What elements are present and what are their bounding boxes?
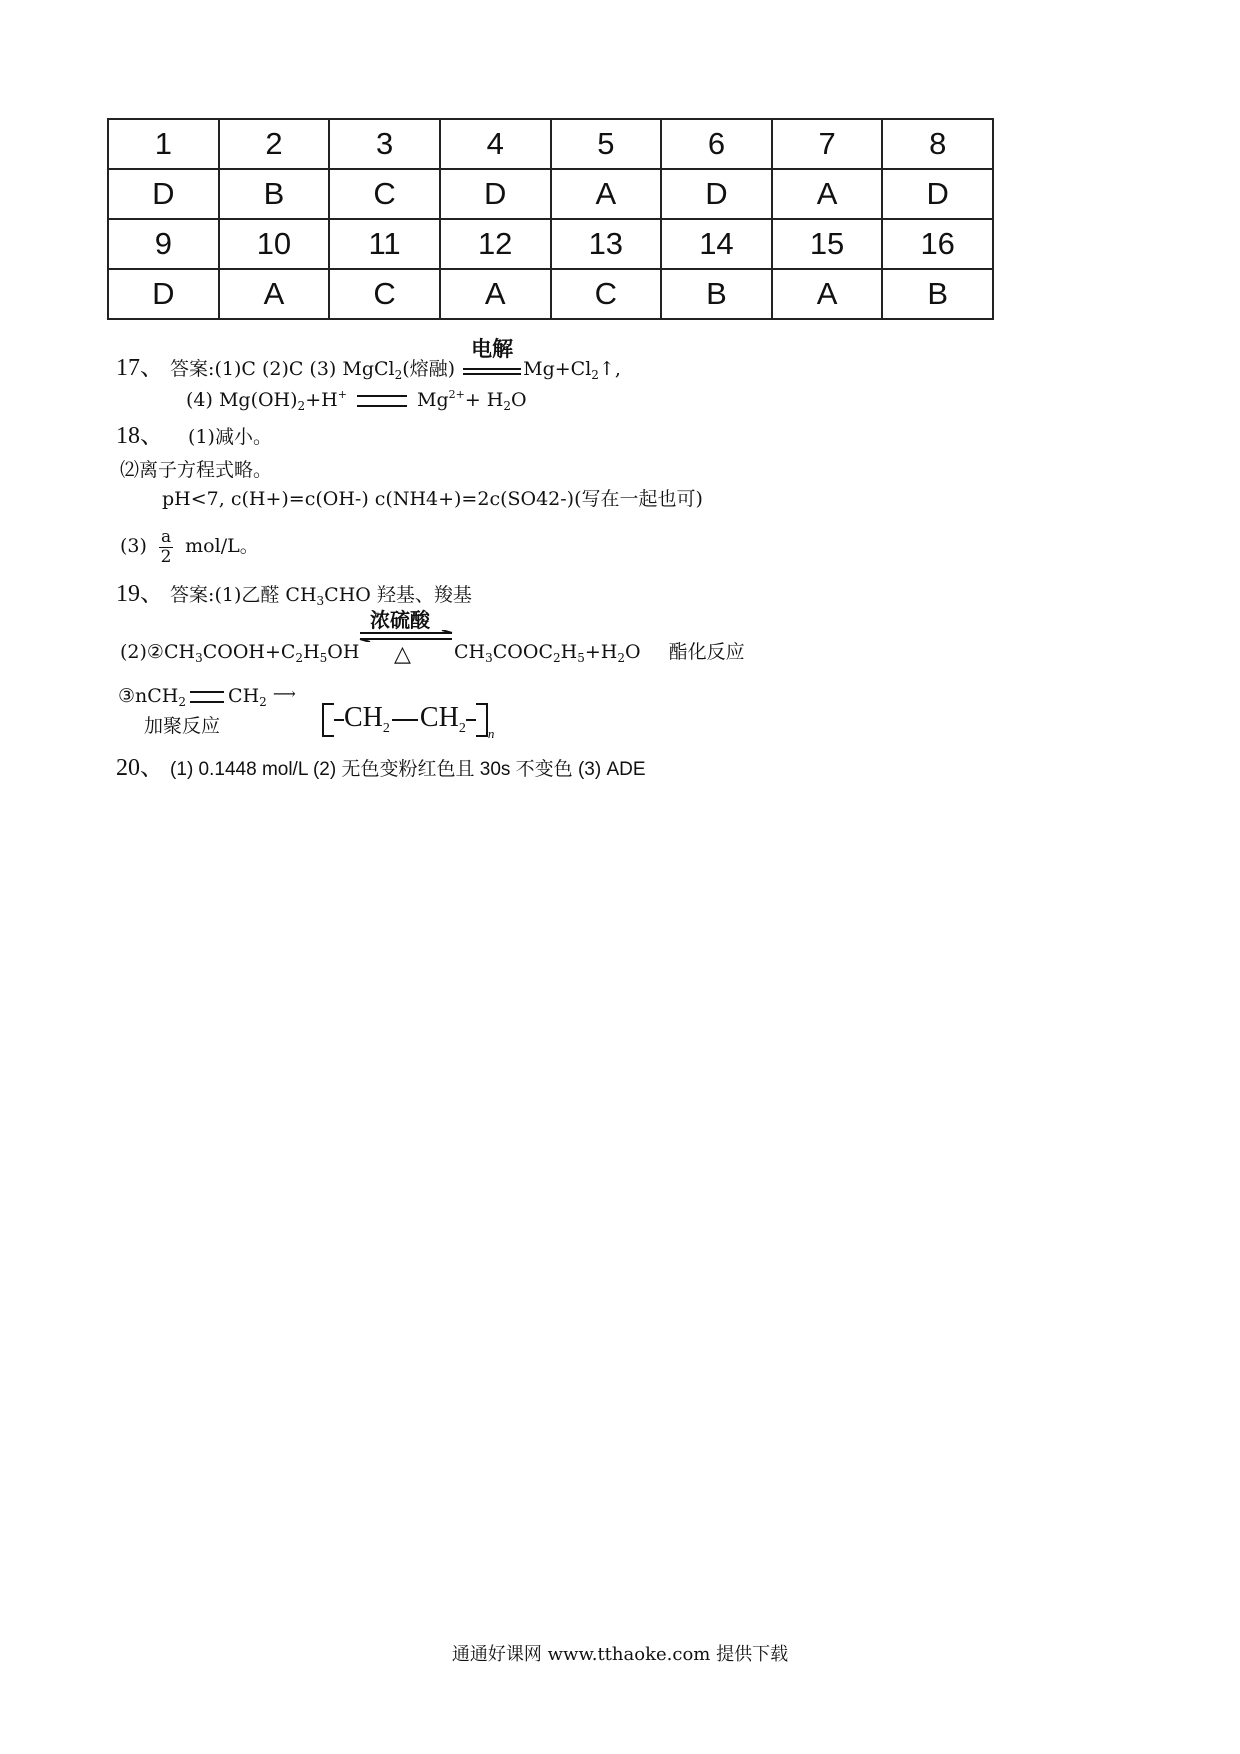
q17-l2b: +H (305, 389, 338, 411)
table-cell: 2 (219, 119, 330, 169)
table-cell: 14 (661, 219, 772, 269)
table-cell: C (329, 169, 440, 219)
q19-line2-right (454, 640, 745, 666)
q18-part2-detail: pH<7, c(H+)=c(OH-) c(NH4+)=2c(SO42-)(写在一起也可) (162, 488, 703, 510)
table-row (108, 219, 993, 269)
q19-l1a: 答案:(1)乙醛 CH (170, 584, 317, 606)
q18-line1 (116, 424, 272, 449)
table-cell: 6 (661, 119, 772, 169)
table-cell: 12 (440, 219, 551, 269)
table-cell: A (772, 169, 883, 219)
table-cell: B (219, 169, 330, 219)
q19-reversible-arrow (356, 604, 456, 667)
q19-l1-sub: 3 (316, 594, 325, 608)
q18-part3 (120, 522, 259, 570)
q19-l3a: ③nCH (118, 685, 179, 707)
q18-number: 18、 (116, 423, 164, 449)
q17-l2-sup: + (337, 388, 347, 401)
q17-sub2: 2 (591, 368, 599, 382)
q17-electrolysis-arrow (463, 337, 521, 383)
q18-part1: (1)减小。 (188, 426, 272, 448)
q19-l2-s3: 5 (319, 651, 328, 665)
q19-prod-c: H (560, 641, 578, 663)
q19-line3 (118, 684, 296, 710)
table-cell: D (108, 169, 219, 219)
q19-prod-s2: 2 (552, 651, 561, 665)
q19-arrow-top: 浓硫酸 (370, 608, 430, 632)
q18-frac-num: a (160, 526, 172, 547)
q19-prod-s1: 3 (485, 651, 493, 665)
q18-part2: ⑵离子方程式略。 (120, 459, 273, 481)
q17-l2e: O (511, 389, 527, 411)
table-cell: A (551, 169, 662, 219)
q17-tail: ↑, (598, 358, 621, 380)
q19-line2-left (120, 640, 359, 666)
q19-l3-s1: 2 (178, 695, 187, 709)
q17-l2c: Mg (417, 389, 449, 411)
q17-sub1: 2 (394, 368, 403, 382)
table-cell: 10 (219, 219, 330, 269)
q19-l3b: CH (228, 685, 260, 707)
q17-l2-sup2: 2+ (448, 388, 465, 401)
table-cell: 5 (551, 119, 662, 169)
polymer-sub-b: 2 (458, 721, 466, 736)
polymer-right-bracket (476, 703, 488, 737)
q18-frac-den: 2 (160, 546, 172, 567)
q19-double-bond (190, 691, 224, 703)
table-cell: 11 (329, 219, 440, 269)
polymer-left-bracket (322, 703, 334, 737)
table-row (108, 119, 993, 169)
polymer-left-bond (334, 719, 344, 721)
table-row (108, 269, 993, 319)
table-cell: C (329, 269, 440, 319)
q19-l2-s2: 2 (295, 651, 304, 665)
q17-l2-sub2: 2 (503, 399, 512, 413)
table-cell: D (108, 269, 219, 319)
q19-equilibrium-arrows (356, 630, 456, 642)
table-cell: D (440, 169, 551, 219)
q19-l2-s1: 3 (195, 651, 203, 665)
polymer-ch2-b: CH (419, 702, 459, 733)
q19-l2c: H (303, 641, 320, 663)
table-cell: 13 (551, 219, 662, 269)
q19-prod-s3: 5 (577, 651, 585, 665)
q17-l2d: + H (464, 389, 504, 411)
q17-melt: (熔融) (402, 358, 456, 380)
q17-equals-bar (357, 395, 407, 407)
q17-arrow-bar-bottom (463, 373, 521, 375)
q19-l2d: OH (327, 641, 360, 663)
q17-l2-sub: 2 (297, 399, 306, 413)
polymer-n: n (487, 726, 495, 741)
q19-prod-e: O (624, 641, 641, 663)
table-cell: 4 (440, 119, 551, 169)
q20-answers: (1) 0.1448 mol/L (2) 无色变粉红色且 30s 不变色 (3) ADE (170, 759, 646, 780)
polymer-right-bond (466, 719, 476, 721)
table-cell: 7 (772, 119, 883, 169)
table-cell: 9 (108, 219, 219, 269)
q19-prod-s4: 2 (617, 651, 625, 665)
answer-table-body (108, 119, 993, 319)
table-cell: A (772, 269, 883, 319)
q19-l2b: COOH+C (202, 641, 296, 663)
q19-reaction-type-polymerization: 加聚反应 (144, 715, 221, 737)
table-cell: B (661, 269, 772, 319)
q19-l1b: CHO 羟基、羧基 (324, 584, 472, 606)
q17-product: Mg+Cl (523, 358, 592, 380)
q17-lead: 答案:(1)C (2)C (3) MgCl (170, 358, 395, 380)
answer-table (107, 118, 994, 320)
table-cell: D (882, 169, 993, 219)
q18-part3-lead: (3) (120, 535, 147, 557)
table-cell: A (440, 269, 551, 319)
q19-prod-b: COOC (492, 641, 553, 663)
q19-number: 19、 (116, 581, 164, 607)
q17-l2a: (4) Mg(OH) (186, 389, 298, 411)
polymer-sub-a: 2 (382, 721, 390, 736)
q18-part3-tail: mol/L。 (185, 535, 259, 557)
q19-reaction-type-esterification: 酯化反应 (668, 641, 745, 663)
polymer-middle-bond (392, 719, 418, 721)
q20-number: 20、 (116, 755, 164, 781)
table-cell: 1 (108, 119, 219, 169)
q18-fraction (159, 528, 173, 567)
table-cell: B (882, 269, 993, 319)
table-cell: A (219, 269, 330, 319)
q19-prod-a: CH (454, 641, 486, 663)
q17-arrow-bar-top (463, 368, 521, 370)
table-cell: 8 (882, 119, 993, 169)
table-cell: 16 (882, 219, 993, 269)
table-cell: 15 (772, 219, 883, 269)
q17-line2 (186, 388, 527, 415)
q19-prod-d: +H (584, 641, 618, 663)
q19-polymer (322, 696, 494, 740)
table-row (108, 169, 993, 219)
table-cell: D (661, 169, 772, 219)
q19-l3-arrow: ⟶ (272, 684, 296, 703)
q19-arrow-bottom: △ (394, 642, 411, 667)
footer: 通通好课网 www.tthaoke.com 提供下载 (451, 1644, 789, 1665)
table-cell: 3 (329, 119, 440, 169)
polymer-ch2-a: CH (344, 702, 383, 733)
q19-l2a: (2)②CH (120, 641, 196, 663)
q19-l3-s2: 2 (259, 695, 267, 709)
q17-line1 (116, 337, 621, 383)
q17-number: 17、 (116, 355, 164, 381)
q17-arrow-label: 电解 (471, 337, 514, 361)
table-cell: C (551, 269, 662, 319)
q20-line (116, 756, 646, 782)
